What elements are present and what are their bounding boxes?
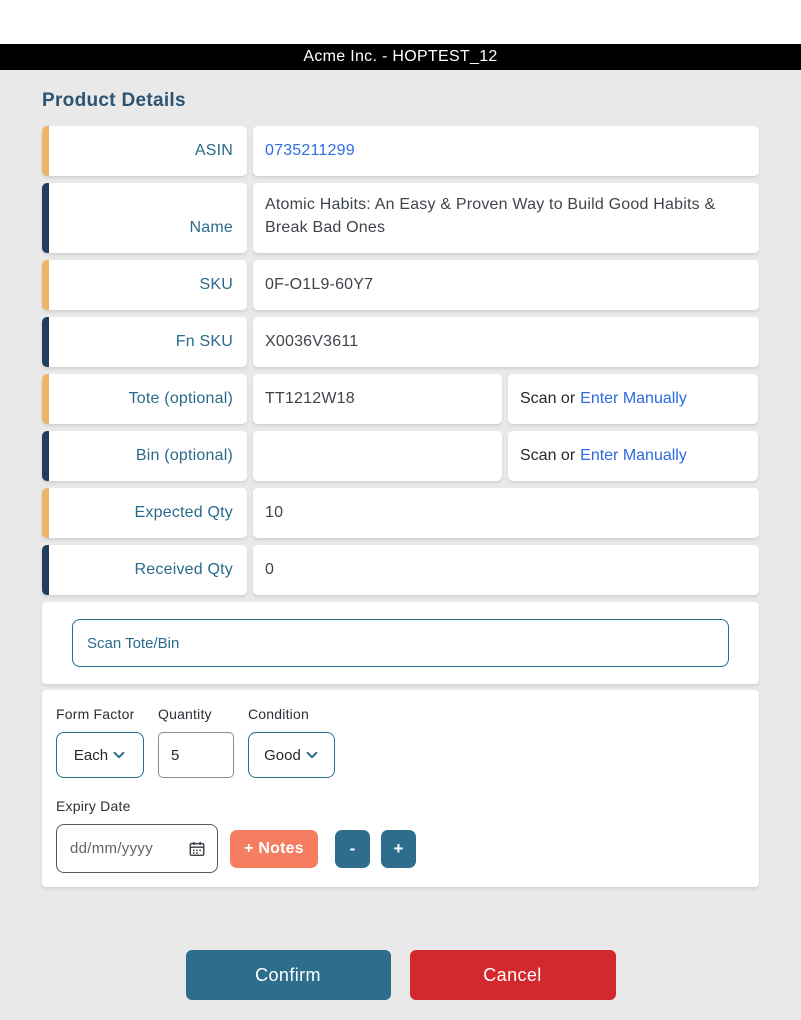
condition-label: Condition: [248, 706, 309, 722]
asin-value-link[interactable]: 0735211299: [253, 126, 759, 176]
quantity-input[interactable]: [158, 732, 234, 778]
window-title: Acme Inc. - HOPTEST_12: [303, 48, 498, 65]
quantity-label: Quantity: [158, 706, 212, 722]
product-row-asin: [42, 126, 759, 176]
bin-value-field[interactable]: [253, 431, 502, 481]
product-row-tote: [42, 374, 759, 424]
tote-scan-option: [508, 374, 758, 424]
fnsku-value: X0036V3611: [253, 317, 759, 367]
bin-scan-prefix: Scan or: [520, 447, 576, 464]
product-row-bin: [42, 431, 759, 481]
top-strip: [0, 0, 801, 44]
title-bar: [0, 44, 801, 70]
sku-label: SKU: [42, 260, 247, 310]
calendar-icon: [188, 840, 206, 858]
product-row-sku: [42, 260, 759, 310]
scan-tote-bin-input[interactable]: [72, 619, 729, 667]
name-label: Name: [42, 183, 247, 253]
product-row-fnsku: [42, 317, 759, 367]
expected-qty-label: Expected Qty: [42, 488, 247, 538]
footer-actions: [42, 950, 759, 1000]
scan-tote-bin-section: [42, 602, 759, 684]
tote-label: Tote (optional): [42, 374, 247, 424]
tote-value-field[interactable]: TT1212W18: [253, 374, 502, 424]
received-qty-value: 0: [253, 545, 759, 595]
product-row-expected-qty: [42, 488, 759, 538]
page-title: Product Details: [42, 90, 186, 111]
received-qty-label: Received Qty: [42, 545, 247, 595]
condition-selected-value: Good: [264, 746, 301, 764]
add-notes-button[interactable]: + Notes: [230, 830, 318, 868]
sku-value: 0F-O1L9-60Y7: [253, 260, 759, 310]
chevron-down-icon: [112, 748, 126, 762]
expiry-date-input[interactable]: [56, 824, 218, 873]
form-factor-selected-value: Each: [73, 746, 109, 764]
cancel-button[interactable]: Cancel: [410, 950, 616, 1000]
item-entry-form: [42, 690, 759, 887]
name-value: Atomic Habits: An Easy & Proven Way to Build Good Habits & Break Bad Ones: [253, 183, 759, 253]
decrement-button[interactable]: -: [335, 830, 370, 868]
product-row-name: [42, 183, 759, 253]
form-factor-label: Form Factor: [56, 706, 135, 722]
expiry-date-label: Expiry Date: [56, 798, 131, 814]
bin-scan-option: [508, 431, 758, 481]
tote-scan-prefix: Scan or: [520, 390, 576, 407]
bin-label: Bin (optional): [42, 431, 247, 481]
bin-enter-manually-link[interactable]: Enter Manually: [580, 447, 687, 464]
condition-select[interactable]: [248, 732, 335, 778]
product-row-received-qty: [42, 545, 759, 595]
tote-enter-manually-link[interactable]: Enter Manually: [580, 390, 687, 407]
expected-qty-value: 10: [253, 488, 759, 538]
fnsku-label: Fn SKU: [42, 317, 247, 367]
increment-button[interactable]: +: [381, 830, 416, 868]
confirm-button[interactable]: Confirm: [186, 950, 391, 1000]
chevron-down-icon: [305, 748, 319, 762]
form-factor-select[interactable]: [56, 732, 144, 778]
asin-label: ASIN: [42, 126, 247, 176]
main-content: [0, 90, 801, 1000]
expiry-date-placeholder: dd/mm/yyyy: [70, 840, 154, 857]
